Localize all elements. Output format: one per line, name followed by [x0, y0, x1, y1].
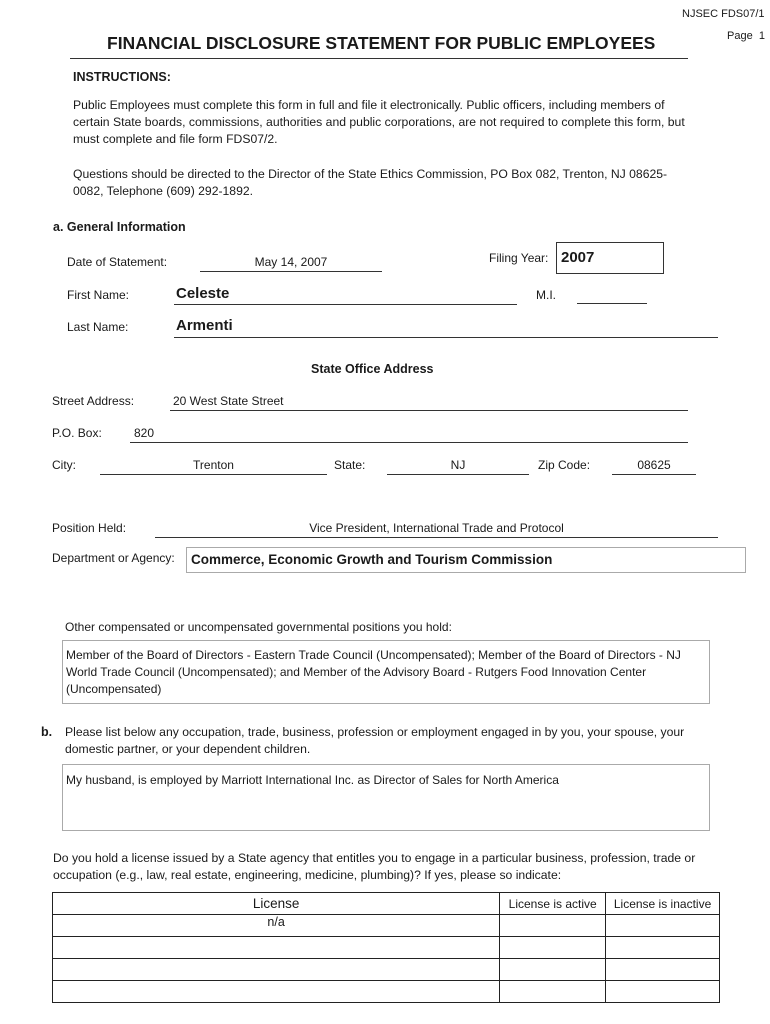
other-positions-label: Other compensated or uncompensated governmental positions you hold:	[65, 620, 452, 634]
street-underline	[170, 410, 688, 411]
page-number: 1	[758, 30, 765, 42]
active-cell[interactable]	[500, 981, 606, 1003]
last-name-field[interactable]: Armenti	[176, 317, 233, 334]
department-value: Commerce, Economic Growth and Tourism Commission	[191, 552, 553, 567]
license-cell[interactable]	[53, 937, 500, 959]
instructions-heading: INSTRUCTIONS:	[73, 70, 171, 84]
table-row	[53, 915, 720, 937]
po-box-underline	[130, 442, 688, 443]
date-field[interactable]: May 14, 2007	[254, 255, 328, 269]
department-label: Department or Agency:	[52, 551, 175, 565]
first-name-label: First Name:	[67, 288, 130, 302]
instructions-paragraph-1: Public Employees must complete this form in full and file it electronically. Public officers, including members of certain State boards, commissions, authorities and public corporations, are not required to complete this form, but must complete and file form FDS07/2.	[73, 98, 685, 146]
license-cell[interactable]	[53, 959, 500, 981]
date-underline	[200, 271, 382, 272]
title-underline	[70, 58, 688, 59]
first-name-underline	[174, 304, 517, 305]
last-name-label: Last Name:	[67, 320, 129, 334]
city-label: City:	[52, 458, 76, 472]
col-inactive-header: License is inactive	[606, 893, 720, 915]
page-label: Page	[727, 30, 753, 42]
mi-underline	[577, 303, 647, 304]
date-label: Date of Statement:	[67, 255, 168, 269]
filing-year-field[interactable]	[556, 242, 664, 274]
other-positions-value: Member of the Board of Directors - Eastern Trade Council (Uncompensated); Member of the Board of Directors - NJ World Trade Council (Uncompensated); and Member of the Advisory Board - Rutgers Food Innovation Center (Uncompensated)	[66, 648, 681, 696]
col-license-header: License	[53, 893, 500, 915]
license-table-header	[53, 893, 720, 915]
position-label: Position Held:	[52, 521, 127, 535]
inactive-cell[interactable]	[606, 937, 720, 959]
zip-field[interactable]: 08625	[637, 458, 671, 472]
license-table	[52, 892, 720, 1003]
filing-year-value: 2007	[561, 249, 595, 266]
mi-label: M.I.	[536, 288, 556, 302]
po-box-label: P.O. Box:	[52, 426, 102, 440]
license-cell[interactable]: n/a	[53, 915, 500, 937]
instructions-paragraph-2: Questions should be directed to the Director of the State Ethics Commission, PO Box 082, Trenton, NJ 08625-0082, Telephone (609) 292-1892.	[73, 167, 668, 198]
department-field[interactable]	[186, 547, 746, 573]
license-question: Do you hold a license issued by a State agency that entitles you to engage in a particular business, profession, trade or occupation (e.g., law, real estate, engineering, medicine, plumbing)? If yes, please so indicate:	[53, 851, 696, 882]
occupation-field[interactable]	[62, 764, 710, 831]
occupation-value: My husband, is employed by Marriott International Inc. as Director of Sales for North America	[66, 773, 559, 787]
state-label: State:	[334, 458, 366, 472]
inactive-cell[interactable]	[606, 915, 720, 937]
license-cell[interactable]	[53, 981, 500, 1003]
zip-label: Zip Code:	[538, 458, 591, 472]
page-indicator	[727, 30, 765, 42]
section-b-marker: b.	[41, 725, 53, 739]
street-label: Street Address:	[52, 394, 135, 408]
state-field[interactable]: NJ	[450, 458, 466, 472]
first-name-field[interactable]: Celeste	[176, 285, 230, 302]
inactive-cell[interactable]	[606, 959, 720, 981]
last-name-underline	[174, 337, 718, 338]
other-positions-field[interactable]	[62, 640, 710, 704]
position-field[interactable]: Vice President, International Trade and Protocol	[309, 521, 564, 535]
general-info-heading: a. General Information	[53, 220, 186, 234]
zip-underline	[612, 474, 696, 475]
inactive-cell[interactable]	[606, 981, 720, 1003]
active-cell[interactable]	[500, 937, 606, 959]
street-field[interactable]: 20 West State Street	[173, 394, 284, 408]
active-cell[interactable]	[500, 959, 606, 981]
page-title: FINANCIAL DISCLOSURE STATEMENT FOR PUBLIC EMPLOYEES	[107, 33, 656, 53]
po-box-field[interactable]: 820	[134, 426, 155, 440]
city-field[interactable]: Trenton	[193, 458, 234, 472]
address-heading: State Office Address	[311, 362, 434, 376]
table-row	[53, 981, 720, 1003]
col-active-header: License is active	[500, 893, 606, 915]
filing-year-label: Filing Year:	[489, 251, 549, 265]
table-row	[53, 959, 720, 981]
section-b-label: Please list below any occupation, trade, business, profession or employment engaged in by you, your spouse, your domestic partner, or your dependent children.	[65, 725, 685, 756]
city-underline	[100, 474, 327, 475]
state-underline	[387, 474, 529, 475]
position-underline	[155, 537, 718, 538]
active-cell[interactable]	[500, 915, 606, 937]
form-code: NJSEC FDS07/1	[682, 8, 765, 20]
table-row	[53, 937, 720, 959]
